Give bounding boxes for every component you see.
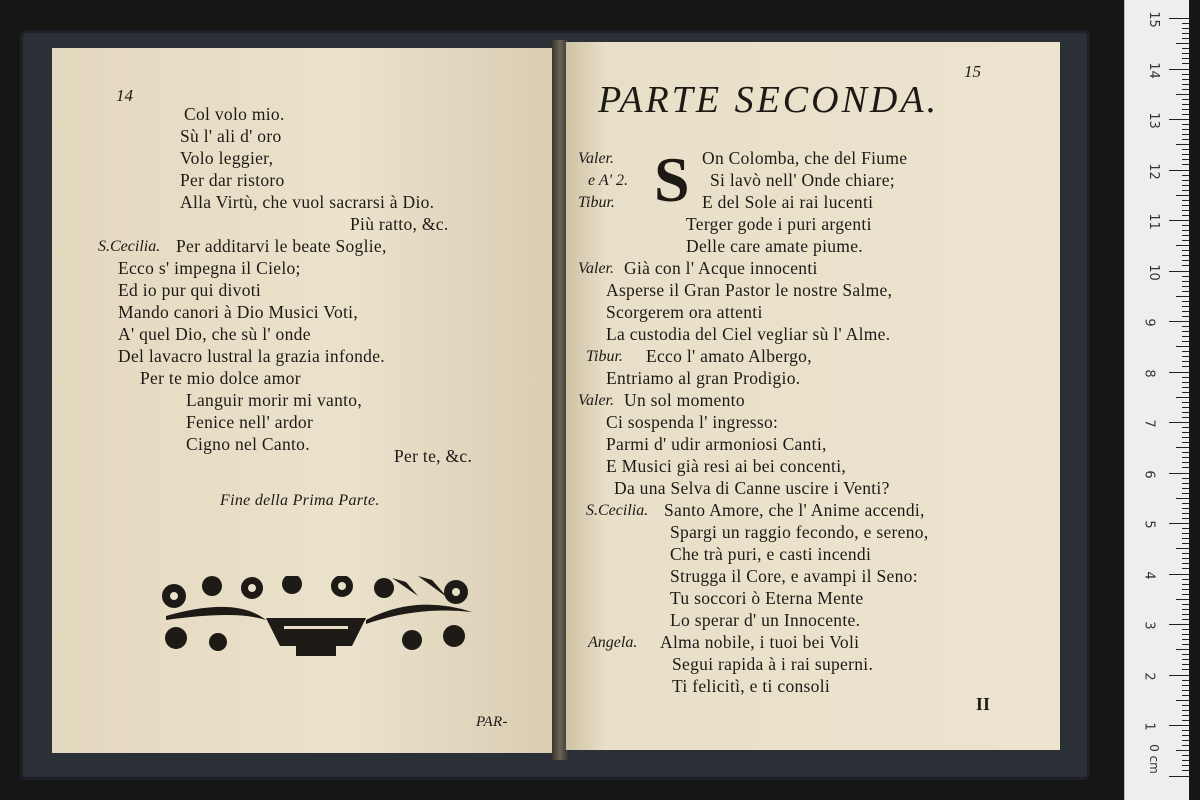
ruler-tick (1182, 503, 1189, 504)
ruler-tick (1169, 473, 1189, 474)
ruler-tick (1182, 669, 1189, 670)
ruler-tick (1182, 387, 1189, 388)
ruler-tick (1182, 74, 1189, 75)
ruler-tick (1182, 538, 1189, 539)
ruler-tick (1176, 397, 1189, 398)
ruler-tick (1182, 281, 1189, 282)
ruler-label: 11 (1145, 213, 1161, 230)
verse-line: Entriamo al gran Prodigio. (606, 368, 801, 388)
ruler-tick (1182, 614, 1189, 615)
ruler-tick (1182, 301, 1189, 302)
ruler-tick (1182, 326, 1189, 327)
verse-line: Già con l' Acque innocenti (624, 258, 818, 278)
ruler-label: 4 (1141, 570, 1157, 580)
verse-line: Ed io pur qui divoti (118, 280, 262, 300)
verse-line: Un sol momento (624, 390, 745, 410)
verse-line: Sù l' ali d' oro (180, 126, 282, 146)
ruler-tick (1182, 695, 1189, 696)
verse-line: Del lavacro lustral la grazia infonde. (118, 346, 385, 366)
ruler-label: 8 (1141, 368, 1157, 378)
verse-line: On Colomba, che del Fiume (702, 148, 908, 168)
ruler-tick (1176, 195, 1189, 196)
ruler-tick (1182, 377, 1189, 378)
ruler-tick (1182, 291, 1189, 292)
ruler-tick (1182, 33, 1189, 34)
speaker-angela: Angela. (588, 634, 638, 651)
ruler-tick (1182, 336, 1189, 337)
ruler-tick (1182, 740, 1189, 741)
ruler-tick (1182, 690, 1189, 691)
verse-line: Mando canori à Dio Musici Voti, (118, 302, 359, 322)
ruler-label: 1 (1141, 722, 1157, 731)
ruler-tick (1182, 488, 1189, 489)
ruler-tick (1182, 730, 1189, 731)
verse-line: Ecco s' impegna il Cielo; (118, 258, 301, 278)
verse-line: Parmi d' udir armoniosi Canti, (606, 434, 827, 454)
ruler-tick (1182, 755, 1189, 756)
speaker-tibur: Tibur. (586, 348, 623, 365)
ruler-tick (1182, 240, 1189, 241)
ruler-tick (1169, 170, 1189, 171)
ruler-tick (1176, 750, 1189, 751)
ruler-tick (1182, 124, 1189, 125)
verse-line: Cigno nel Canto. (186, 434, 310, 454)
ruler-tick (1176, 245, 1189, 246)
ruler-label: 6 (1141, 469, 1157, 479)
ruler-tick (1182, 159, 1189, 160)
ruler-label: 9 (1141, 318, 1157, 327)
ruler-tick (1182, 154, 1189, 155)
verse-line: Da una Selva di Canne uscire i Venti? (614, 478, 890, 498)
verse-line: Si lavò nell' Onde chiare; (710, 170, 895, 190)
ruler-tick (1176, 94, 1189, 95)
verse-line: Volo leggier, (180, 148, 274, 168)
ruler-tick (1182, 644, 1189, 645)
ruler-tick (1176, 447, 1189, 448)
verse-line: E Musici già resi ai bei concenti, (606, 456, 847, 476)
verse-line: Col volo mio. (184, 104, 285, 124)
verse-line: Alma nobile, i tuoi bei Voli (660, 632, 860, 652)
speaker-valer: Valer. (578, 150, 614, 167)
speaker-a2: e A' 2. (588, 172, 629, 189)
ruler-tick (1169, 725, 1189, 726)
ruler-tick (1182, 392, 1189, 393)
right-page (566, 42, 1060, 750)
verse-line: Ecco l' amato Albergo, (646, 346, 812, 366)
ruler-tick (1182, 735, 1189, 736)
ruler-tick (1182, 230, 1189, 231)
ruler-tick (1182, 457, 1189, 458)
verse-line: E del Sole ai rai lucenti (702, 192, 874, 212)
ruler-tick (1182, 720, 1189, 721)
ruler-tick (1182, 705, 1189, 706)
ruler-tick (1182, 225, 1189, 226)
verse-line: Che trà puri, e casti incendi (670, 544, 872, 564)
ruler-tick (1182, 139, 1189, 140)
ruler-tick (1182, 48, 1189, 49)
ruler-tick (1182, 316, 1189, 317)
ruler-label: 10 (1145, 263, 1161, 281)
ruler-label: 7 (1141, 419, 1157, 428)
ruler-tick (1182, 89, 1189, 90)
ruler-tick (1182, 382, 1189, 383)
ruler-tick (1182, 134, 1189, 135)
speaker-valer: Valer. (578, 392, 614, 409)
ruler-tick (1182, 250, 1189, 251)
ruler-tick (1182, 533, 1189, 534)
verse-line: Tu soccori ò Eterna Mente (670, 588, 864, 608)
ruler-tick (1176, 43, 1189, 44)
ruler-tick (1182, 341, 1189, 342)
ruler-tick (1182, 255, 1189, 256)
signature-mark: II (976, 694, 991, 714)
ruler-tick (1182, 114, 1189, 115)
ruler-label: 13 (1145, 112, 1161, 129)
ruler-tick (1182, 518, 1189, 519)
floral-vase-ornament (156, 576, 476, 666)
ruler-tick (1182, 38, 1189, 39)
verse-line: Per te mio dolce amor (140, 368, 301, 388)
ruler-tick (1182, 185, 1189, 186)
ruler-tick (1182, 543, 1189, 544)
ruler-tick (1169, 574, 1189, 575)
measurement-ruler (1124, 0, 1189, 800)
ruler-tick (1182, 351, 1189, 352)
part-title: PARTE SECONDA. (598, 79, 940, 121)
ruler-tick (1182, 634, 1189, 635)
ruler-tick (1182, 619, 1189, 620)
verse-line: Per dar ristoro (180, 170, 285, 190)
verse-line: Fenice nell' ardor (186, 412, 314, 432)
ruler-tick (1182, 437, 1189, 438)
ruler-tick (1182, 659, 1189, 660)
ruler-tick (1182, 528, 1189, 529)
ruler-tick (1182, 483, 1189, 484)
ruler-tick (1169, 18, 1189, 19)
ruler-tick (1182, 84, 1189, 85)
ruler-tick (1182, 99, 1189, 100)
ruler-tick (1182, 63, 1189, 64)
ruler-tick (1182, 427, 1189, 428)
ruler-tick (1182, 467, 1189, 468)
ruler-tick (1169, 372, 1189, 373)
ruler-tick (1182, 407, 1189, 408)
ruler-tick (1182, 306, 1189, 307)
part-closing: Fine della Prima Parte. (220, 492, 380, 509)
ruler-tick (1182, 594, 1189, 595)
verse-line: Ci sospenda l' ingresso: (606, 412, 779, 432)
ruler-tick (1182, 568, 1189, 569)
ruler-tick (1169, 119, 1189, 120)
ruler-tick (1182, 609, 1189, 610)
ruler-tick (1182, 129, 1189, 130)
ruler-tick (1176, 599, 1189, 600)
ruler-tick (1182, 579, 1189, 580)
ruler-tick (1182, 639, 1189, 640)
ruler-tick (1182, 432, 1189, 433)
ruler-tick (1182, 402, 1189, 403)
verse-line: Lo sperar d' un Innocente. (670, 610, 861, 630)
ruler-tick (1182, 745, 1189, 746)
ruler-tick (1182, 760, 1189, 761)
ruler-tick (1182, 765, 1189, 766)
ruler-tick (1176, 498, 1189, 499)
ruler-tick (1182, 417, 1189, 418)
ruler-label: 5 (1141, 520, 1157, 529)
ruler-label: 3 (1141, 621, 1157, 630)
verse-line: Strugga il Core, e avampi il Seno: (670, 566, 918, 586)
ruler-tick (1182, 710, 1189, 711)
ruler-tick (1182, 589, 1189, 590)
ruler-label: 2 (1141, 671, 1157, 681)
ruler-tick (1182, 361, 1189, 362)
ruler-tick (1182, 235, 1189, 236)
verse-line: Alla Virtù, che vuol sacrarsi à Dio. (180, 192, 435, 212)
ruler-tick (1182, 442, 1189, 443)
verse-line: Languir morir mi vanto, (186, 390, 363, 410)
ruler-tick (1182, 109, 1189, 110)
ruler-tick (1182, 513, 1189, 514)
ruler-label: 12 (1145, 162, 1161, 180)
speaker-cecilia: S.Cecilia. (98, 238, 161, 255)
ruler-tick (1169, 624, 1189, 625)
ruler-tick (1169, 271, 1189, 272)
ruler-tick (1182, 200, 1189, 201)
ruler-tick (1182, 331, 1189, 332)
ruler-tick (1182, 770, 1189, 771)
ruler-tick (1182, 664, 1189, 665)
drop-cap: S (654, 144, 690, 215)
ruler-tick (1182, 23, 1189, 24)
speaker-valer: Valer. (578, 260, 614, 277)
verse-line: La custodia del Ciel vegliar sù l' Alme. (606, 324, 891, 344)
verse-line: Delle care amate piume. (686, 236, 863, 256)
ruler-tick (1182, 493, 1189, 494)
verse-line: Per additarvi le beate Soglie, (176, 236, 387, 256)
ruler-tick (1182, 276, 1189, 277)
ruler-tick (1176, 649, 1189, 650)
speaker-tibur: Tibur. (578, 194, 615, 211)
ruler-tick (1176, 700, 1189, 701)
ruler-tick (1169, 69, 1189, 70)
ruler-tick (1182, 558, 1189, 559)
ruler-tick (1182, 452, 1189, 453)
ruler-tick (1182, 104, 1189, 105)
ruler-tick (1182, 149, 1189, 150)
ruler-label: 15 (1145, 11, 1161, 28)
ruler-tick (1182, 356, 1189, 357)
ruler-tick (1169, 321, 1189, 322)
ruler-tick (1182, 553, 1189, 554)
ruler-tick (1182, 205, 1189, 206)
ruler-tick (1182, 175, 1189, 176)
verse-line: Spargi un raggio fecondo, e sereno, (670, 522, 929, 542)
verse-line: Asperse il Gran Pastor le nostre Salme, (606, 280, 893, 300)
ruler-tick (1182, 311, 1189, 312)
ruler-tick (1176, 296, 1189, 297)
ruler-tick (1176, 144, 1189, 145)
ruler-tick (1182, 215, 1189, 216)
ruler-tick (1182, 412, 1189, 413)
ruler-tick (1169, 523, 1189, 524)
ruler-tick (1182, 79, 1189, 80)
verse-line: Scorgerem ora attenti (606, 302, 763, 322)
ruler-tick (1176, 548, 1189, 549)
verse-line: Ti felicitì, e ti consoli (672, 676, 831, 696)
refrain-line: Per te, &c. (394, 446, 473, 466)
ruler-tick (1169, 220, 1189, 221)
ruler-tick (1182, 53, 1189, 54)
ruler-tick (1182, 164, 1189, 165)
ruler-tick (1182, 680, 1189, 681)
ruler-tick (1182, 685, 1189, 686)
ruler-tick (1182, 508, 1189, 509)
ruler-tick (1182, 563, 1189, 564)
ruler-tick (1182, 180, 1189, 181)
verse-line: Santo Amore, che l' Anime accendi, (664, 500, 925, 520)
ruler-tick (1182, 715, 1189, 716)
ruler-tick (1182, 584, 1189, 585)
ruler-tick (1169, 422, 1189, 423)
ruler-tick (1182, 654, 1189, 655)
ruler-tick (1182, 629, 1189, 630)
ruler-tick (1182, 58, 1189, 59)
ruler-tick (1182, 462, 1189, 463)
ruler-tick (1182, 260, 1189, 261)
ruler-tick (1182, 604, 1189, 605)
ruler-tick (1182, 190, 1189, 191)
refrain-line: Più ratto, &c. (350, 214, 449, 234)
ruler-unit-label: 0 cm (1146, 744, 1161, 774)
verse-line: Terger gode i puri argenti (686, 214, 872, 234)
ruler-tick (1182, 265, 1189, 266)
ruler-tick (1176, 346, 1189, 347)
ruler-tick (1182, 478, 1189, 479)
left-page-number: 14 (116, 86, 133, 105)
catchword: PAR- (476, 714, 508, 730)
speaker-cecilia: S.Cecilia. (586, 502, 649, 519)
ruler-tick (1182, 28, 1189, 29)
ruler-tick (1182, 366, 1189, 367)
ruler-tick (1182, 210, 1189, 211)
left-page (52, 48, 552, 753)
verse-line: Segui rapida à i rai superni. (672, 654, 874, 674)
ruler-tick (1169, 776, 1189, 777)
verse-line: A' quel Dio, che sù l' onde (118, 324, 311, 344)
right-page-number: 15 (964, 62, 981, 81)
ruler-label: 14 (1145, 61, 1161, 79)
ruler-tick (1182, 286, 1189, 287)
ruler-tick (1169, 675, 1189, 676)
